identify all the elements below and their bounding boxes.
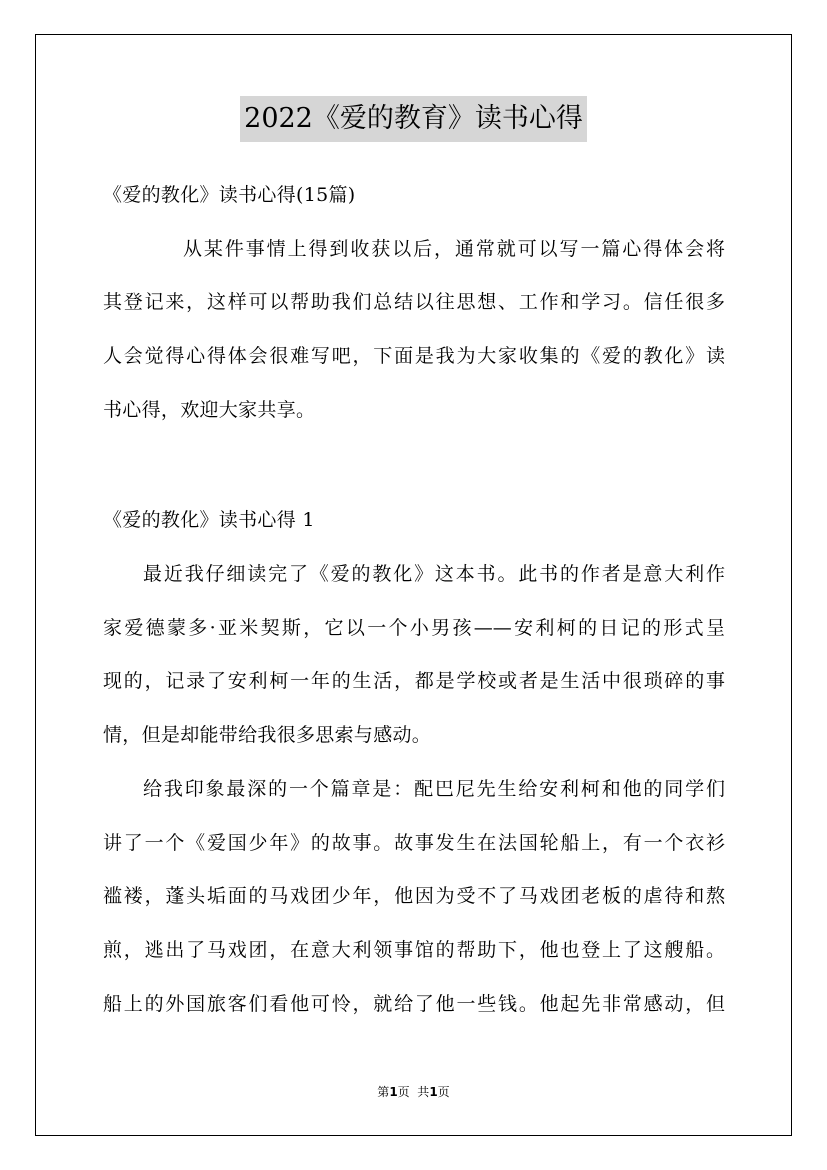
document-subtitle: 《爱的教化》读书心得(15篇) bbox=[103, 184, 356, 206]
paragraph-line: 讲了一个《爱国少年》的故事。故事发生在法国轮船上，有一个衣衫 bbox=[103, 832, 725, 854]
paragraph-line: 现的，记录了安利柯一年的生活，都是学校或者是生活中很琐碎的事 bbox=[103, 670, 725, 692]
paragraph-line: 船上的外国旅客们看他可怜，就给了他一些钱。他起先非常感动，但 bbox=[103, 993, 725, 1015]
paragraph-line: 给我印象最深的一个篇章是：配巴尼先生给安利柯和他的同学们 bbox=[143, 778, 725, 800]
paragraph-line: 家爱德蒙多·亚米契斯，它以一个小男孩——安利柯的日记的形式呈 bbox=[103, 617, 725, 639]
footer-page-total: 1 bbox=[429, 1085, 438, 1099]
title-container bbox=[0, 96, 827, 142]
document-title: 2022《爱的教育》读书心得 bbox=[240, 96, 587, 142]
paragraph-line: 煎，逃出了马戏团，在意大利领事馆的帮助下，他也登上了这艘船。 bbox=[103, 939, 725, 961]
intro-line: 其登记来，这样可以帮助我们总结以往思想、工作和学习。信任很多 bbox=[103, 291, 725, 313]
footer-page-current: 1 bbox=[389, 1085, 398, 1099]
intro-line: 从某件事情上得到收获以后，通常就可以写一篇心得体会将 bbox=[183, 238, 725, 260]
paragraph-line: 情，但是却能带给我很多思索与感动。 bbox=[103, 724, 432, 746]
page-footer bbox=[0, 1084, 827, 1100]
footer-suffix: 页 bbox=[437, 1085, 450, 1099]
footer-prefix: 第 bbox=[377, 1085, 390, 1099]
paragraph-line: 褴褛，蓬头垢面的马戏团少年，他因为受不了马戏团老板的虐待和熬 bbox=[103, 885, 725, 907]
section-heading: 《爱的教化》读书心得 1 bbox=[103, 509, 315, 531]
intro-line: 人会觉得心得体会很难写吧，下面是我为大家收集的《爱的教化》读 bbox=[103, 345, 725, 367]
footer-mid: 页 共 bbox=[397, 1085, 430, 1099]
paragraph-line: 最近我仔细读完了《爱的教化》这本书。此书的作者是意大利作 bbox=[143, 563, 725, 585]
intro-line: 书心得，欢迎大家共享。 bbox=[103, 399, 316, 421]
